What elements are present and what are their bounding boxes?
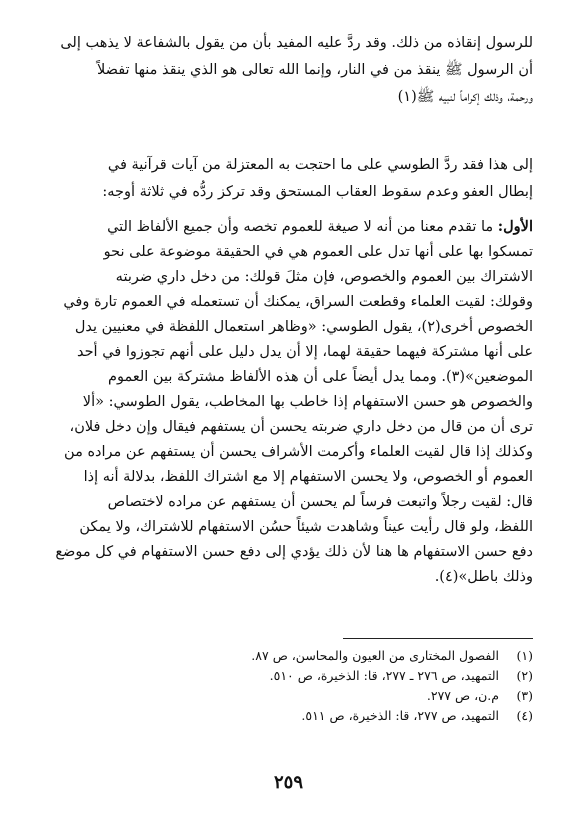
footnote-number: (٣) bbox=[516, 688, 533, 703]
text-line: والخصوص هو حسن الاستفهام إذا خاطب بها المخاطب، يقول الطوسي: «ألا bbox=[82, 394, 533, 410]
footnote bbox=[44, 706, 533, 726]
footnote bbox=[44, 666, 533, 686]
footnote-text: التمهيد، ص ٢٧٧، قا: الذخيرة، ص ٥١١. bbox=[301, 708, 500, 723]
text-line: الخصوص أخرى(٢)، يقول الطوسي: «وظاهر استعمال اللفظة في معنيين يدل bbox=[74, 319, 533, 335]
paragraph-3 bbox=[44, 214, 533, 590]
text-fragment: ما تقدم معنا من أنه لا صيغة للعموم تخصه وأن جميع الألفاظ التي bbox=[107, 219, 494, 235]
text-line: ورحمة، وذلك إكراماً لنبيه ﷺ(١) bbox=[397, 89, 533, 105]
page-number: ٢٥٩ bbox=[273, 772, 303, 793]
text-line: إبطال العفو وعدم سقوط العقاب المستحق وقد تركز ردُّه في ثلاثة أوجه: bbox=[102, 184, 533, 200]
text-line bbox=[44, 214, 533, 240]
footnote-number: (١) bbox=[516, 648, 533, 663]
text-line: الاشتراك بين العموم والخصوص، فإن مثلَ قولك: من دخل داري ضربته bbox=[115, 269, 533, 285]
text-line: العموم أو الخصوص، ولا يحسن الاستفهام إلا مع اشتراك اللفظ، بدلالة أنه إذا bbox=[83, 469, 533, 485]
text-line: تمسكوا بها على أنها تدل على العموم هي في الحقيقة موضوعة على نحو bbox=[103, 244, 533, 260]
text-line: اللفظ، ولو قال رأيت عيناً وشاهدت شيئاً حسُن الاستفهام للاشتراك، ولا يمكن bbox=[79, 519, 533, 535]
footnotes bbox=[44, 646, 533, 726]
footnote-number: (٢) bbox=[516, 668, 533, 683]
text-line: وقولك: لقيت العلماء وقطعت السراق، يمكنك أن تستعمله في العموم تارة وفي bbox=[63, 294, 533, 310]
text-line: للرسول إنقاذه من ذلك. وقد ردَّ عليه المفيد بأن من يقول بالشفاعة لا يذهب إلى bbox=[60, 35, 533, 51]
paragraph-1 bbox=[44, 30, 533, 111]
footnote-separator bbox=[343, 638, 533, 639]
text-line: دفع حسن الاستفهام ها هنا لأن ذلك يؤدي إلى دفع حسن الاستفهام في كل موضع bbox=[55, 544, 533, 560]
footnote-text: الفصول المختارى من العيون والمحاسن، ص ٨٧. bbox=[251, 648, 500, 663]
section-heading: الأول: bbox=[497, 218, 533, 235]
text-line: إلى هذا فقد ردَّ الطوسي على ما احتجت به المعتزلة من آيات قرآنية في bbox=[107, 157, 533, 173]
text-line: ترى أن من قال من دخل داري ضربته يحسن أن يستفهم فيقال وإن دخل فلان، bbox=[69, 419, 533, 435]
footnote-text: التمهيد، ص ٢٧٦ ـ ٢٧٧، قا: الذخيرة، ص ٥١٠. bbox=[269, 668, 500, 683]
text-line: وذلك باطل»(٤). bbox=[434, 569, 533, 585]
paragraph-2 bbox=[44, 152, 533, 206]
footnote bbox=[44, 646, 533, 666]
text-line: الموضعين»(٣). ومما يدل أيضاً على أن هذه الألفاظ مشتركة بين العموم bbox=[108, 369, 533, 385]
footnote bbox=[44, 686, 533, 706]
text-line: وكذلك إذا قال لقيت العلماء وأكرمت الأشراف يحسن أن يستفهم عن مراده من bbox=[64, 444, 533, 460]
text-line: أن الرسول ﷺ ينقذ من في النار، وإنما الله تعالى هو الذي ينقذ منها تفضلاً bbox=[96, 62, 533, 78]
text-line: قال: لقيت رجلاً واتبعت فرساً لم يحسن أن يستفهم عن مراده لاختصاص bbox=[107, 494, 533, 510]
text-line: على أنها مشتركة فيهما حقيقة لهما، إلا أن يدل دليل على أنهم تجوزوا في أحد bbox=[76, 344, 533, 360]
footnote-text: م.ن، ص ٢٧٧. bbox=[426, 688, 500, 703]
footnote-number: (٤) bbox=[516, 708, 533, 723]
